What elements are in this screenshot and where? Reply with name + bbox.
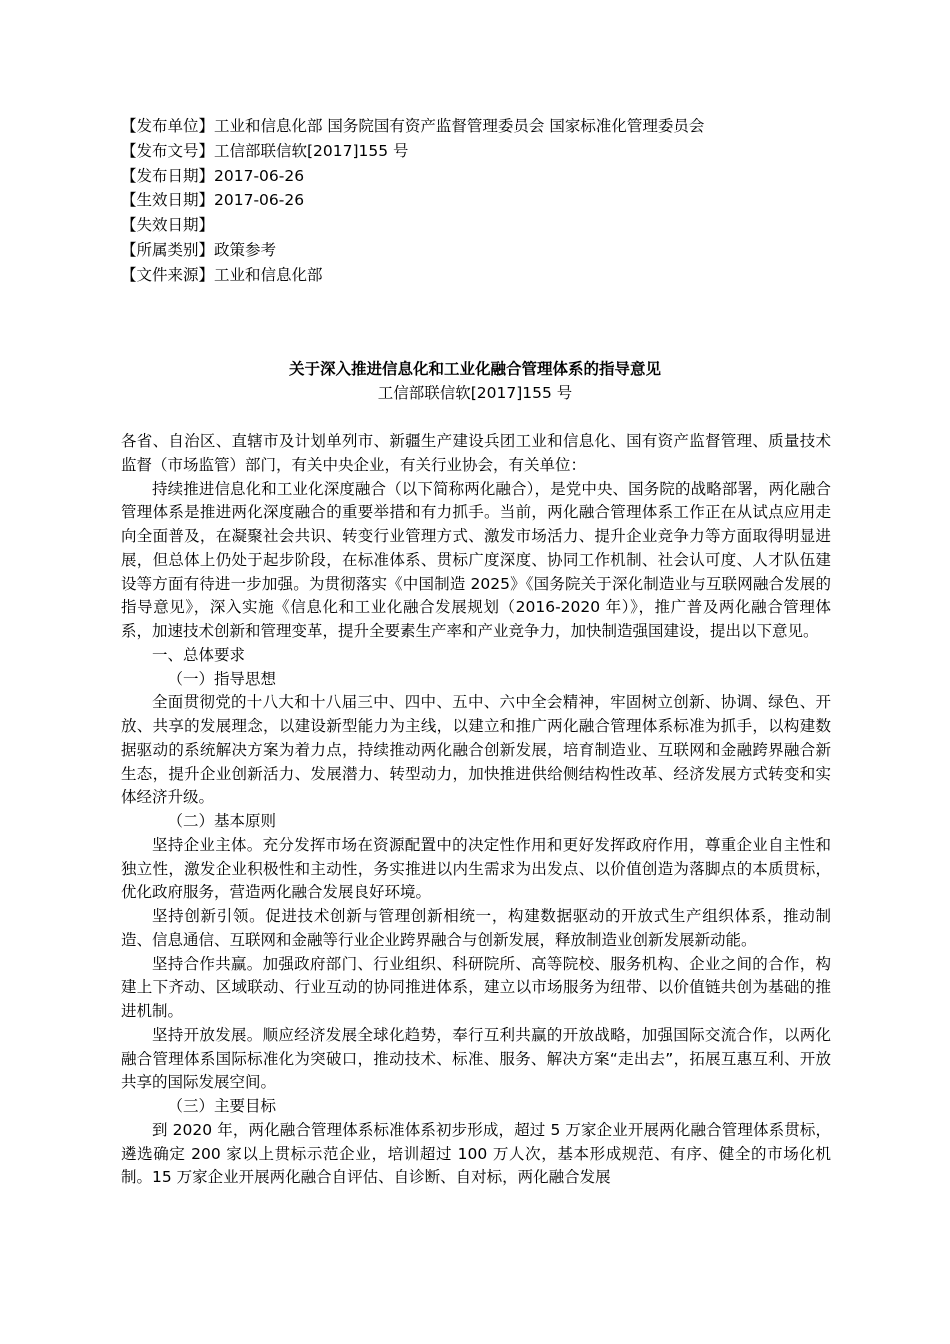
intro-paragraph: 持续推进信息化和工业化深度融合（以下简称两化融合），是党中央、国务院的战略部署，两化融合管理体系是推进两化深度融合的重要举措和有力抓手。当前，两化融合管理体系工作正在从试点应用走向全面普及，在凝聚社会共识、转变行业管理方式、激发市场活力、提升企业竞争力等方面取得明显进展，但总体上仍处于起步阶段，在标准体系、贯标广度深度、协同工作机制、社会认可度、人才队伍建设等方面有待进一步加强。为贯彻落实《中国制造 2025》《国务院关于深化制造业与互联网融合发展的指导意见》，深入实施《信息化和工业化融合发展规划（2016-2020 年）》，推广普及两化融合管理体系，加速技术创新和管理变革，提升全要素生产率和产业竞争力，加快制造强国建设，提出以下意见。 [121,479,831,640]
meta-publisher: 【发布单位】工业和信息化部 国务院国有资产监督管理委员会 国家标准化管理委员会 [121,117,705,135]
meta-publish-date: 【发布日期】2017-06-26 [121,166,305,185]
section-heading-1: 一、总体要求 [152,645,246,664]
meta-source: 【文件来源】工业和信息化部 [121,265,323,284]
metadata-block [121,114,704,288]
subsection-heading-1: （一）指导思想 [167,669,277,688]
goals-paragraph: 到 2020 年，两化融合管理体系标准体系初步形成，超过 5 万家企业开展两化融合管理体系贯标，遴选确定 200 家以上贯标示范企业，培训超过 100 万人次，基本形成规范、有序、健全的市场化机制。15 万家企业开展两化融合自评估、自诊断、自对标，两化融合发展 [121,1120,831,1187]
principle-paragraph: 坚持开放发展。顺应经济发展全球化趋势，奉行互利共赢的开放战略，加强国际交流合作，以两化融合管理体系国际标准化为突破口，推动技术、标准、服务、解决方案“走出去”，拓展互惠互利、开放共享的国际发展空间。 [121,1025,831,1092]
addressee-paragraph: 各省、自治区、直辖市及计划单列市、新疆生产建设兵团工业和信息化、国有资产监督管理、质量技术监督（市场监管）部门，有关中央企业，有关行业协会，有关单位： [121,432,831,474]
principle-paragraph: 坚持合作共赢。加强政府部门、行业组织、科研院所、高等院校、服务机构、企业之间的合作，构建上下齐动、区域联动、行业互动的协同推进体系，建立以市场服务为纽带、以价值链共创为基础的推进机制。 [121,954,831,1020]
document-number: 工信部联信软[2017]155 号 [377,384,573,402]
meta-category: 【所属类别】政策参考 [121,240,277,259]
document-body [121,430,831,1190]
principle-paragraph: 坚持创新引领。促进技术创新与管理创新相统一，构建数据驱动的开放式生产组织体系，推动制造、信息通信、互联网和金融等行业企业跨界融合与创新发展，释放制造业创新发展新动能。 [121,907,831,949]
meta-doc-number: 【发布文号】工信部联信软[2017]155 号 [121,141,409,160]
meta-expiry-date: 【失效日期】 [121,216,215,235]
subsection-heading-2: （二）基本原则 [167,812,277,830]
subsection-heading-3: （三）主要目标 [167,1097,277,1115]
guiding-paragraph: 全面贯彻党的十八大和十八届三中、四中、五中、六中全会精神，牢固树立创新、协调、绿色、开放、共享的发展理念，以建设新型能力为主线，以建立和推广两化融合管理体系标准为抓手，以构建数据驱动的系统解决方案为着力点，持续推动两化融合创新发展，培育制造业、互联网和金融跨界融合新生态，提升企业创新活力、发展潜力、转型动力，加快推进供给侧结构性改革、经济发展方式转变和实体经济升级。 [121,693,831,807]
meta-effective-date: 【生效日期】2017-06-26 [121,191,305,210]
principle-paragraph: 坚持企业主体。充分发挥市场在资源配置中的决定性作用和更好发挥政府作用，尊重企业自主性和独立性，激发企业积极性和主动性，务实推进以内生需求为出发点、以价值创造为落脚点的本质贯标，优化政府服务，营造两化融合发展良好环境。 [121,835,831,902]
document-title: 关于深入推进信息化和工业化融合管理体系的指导意见 [288,360,661,378]
